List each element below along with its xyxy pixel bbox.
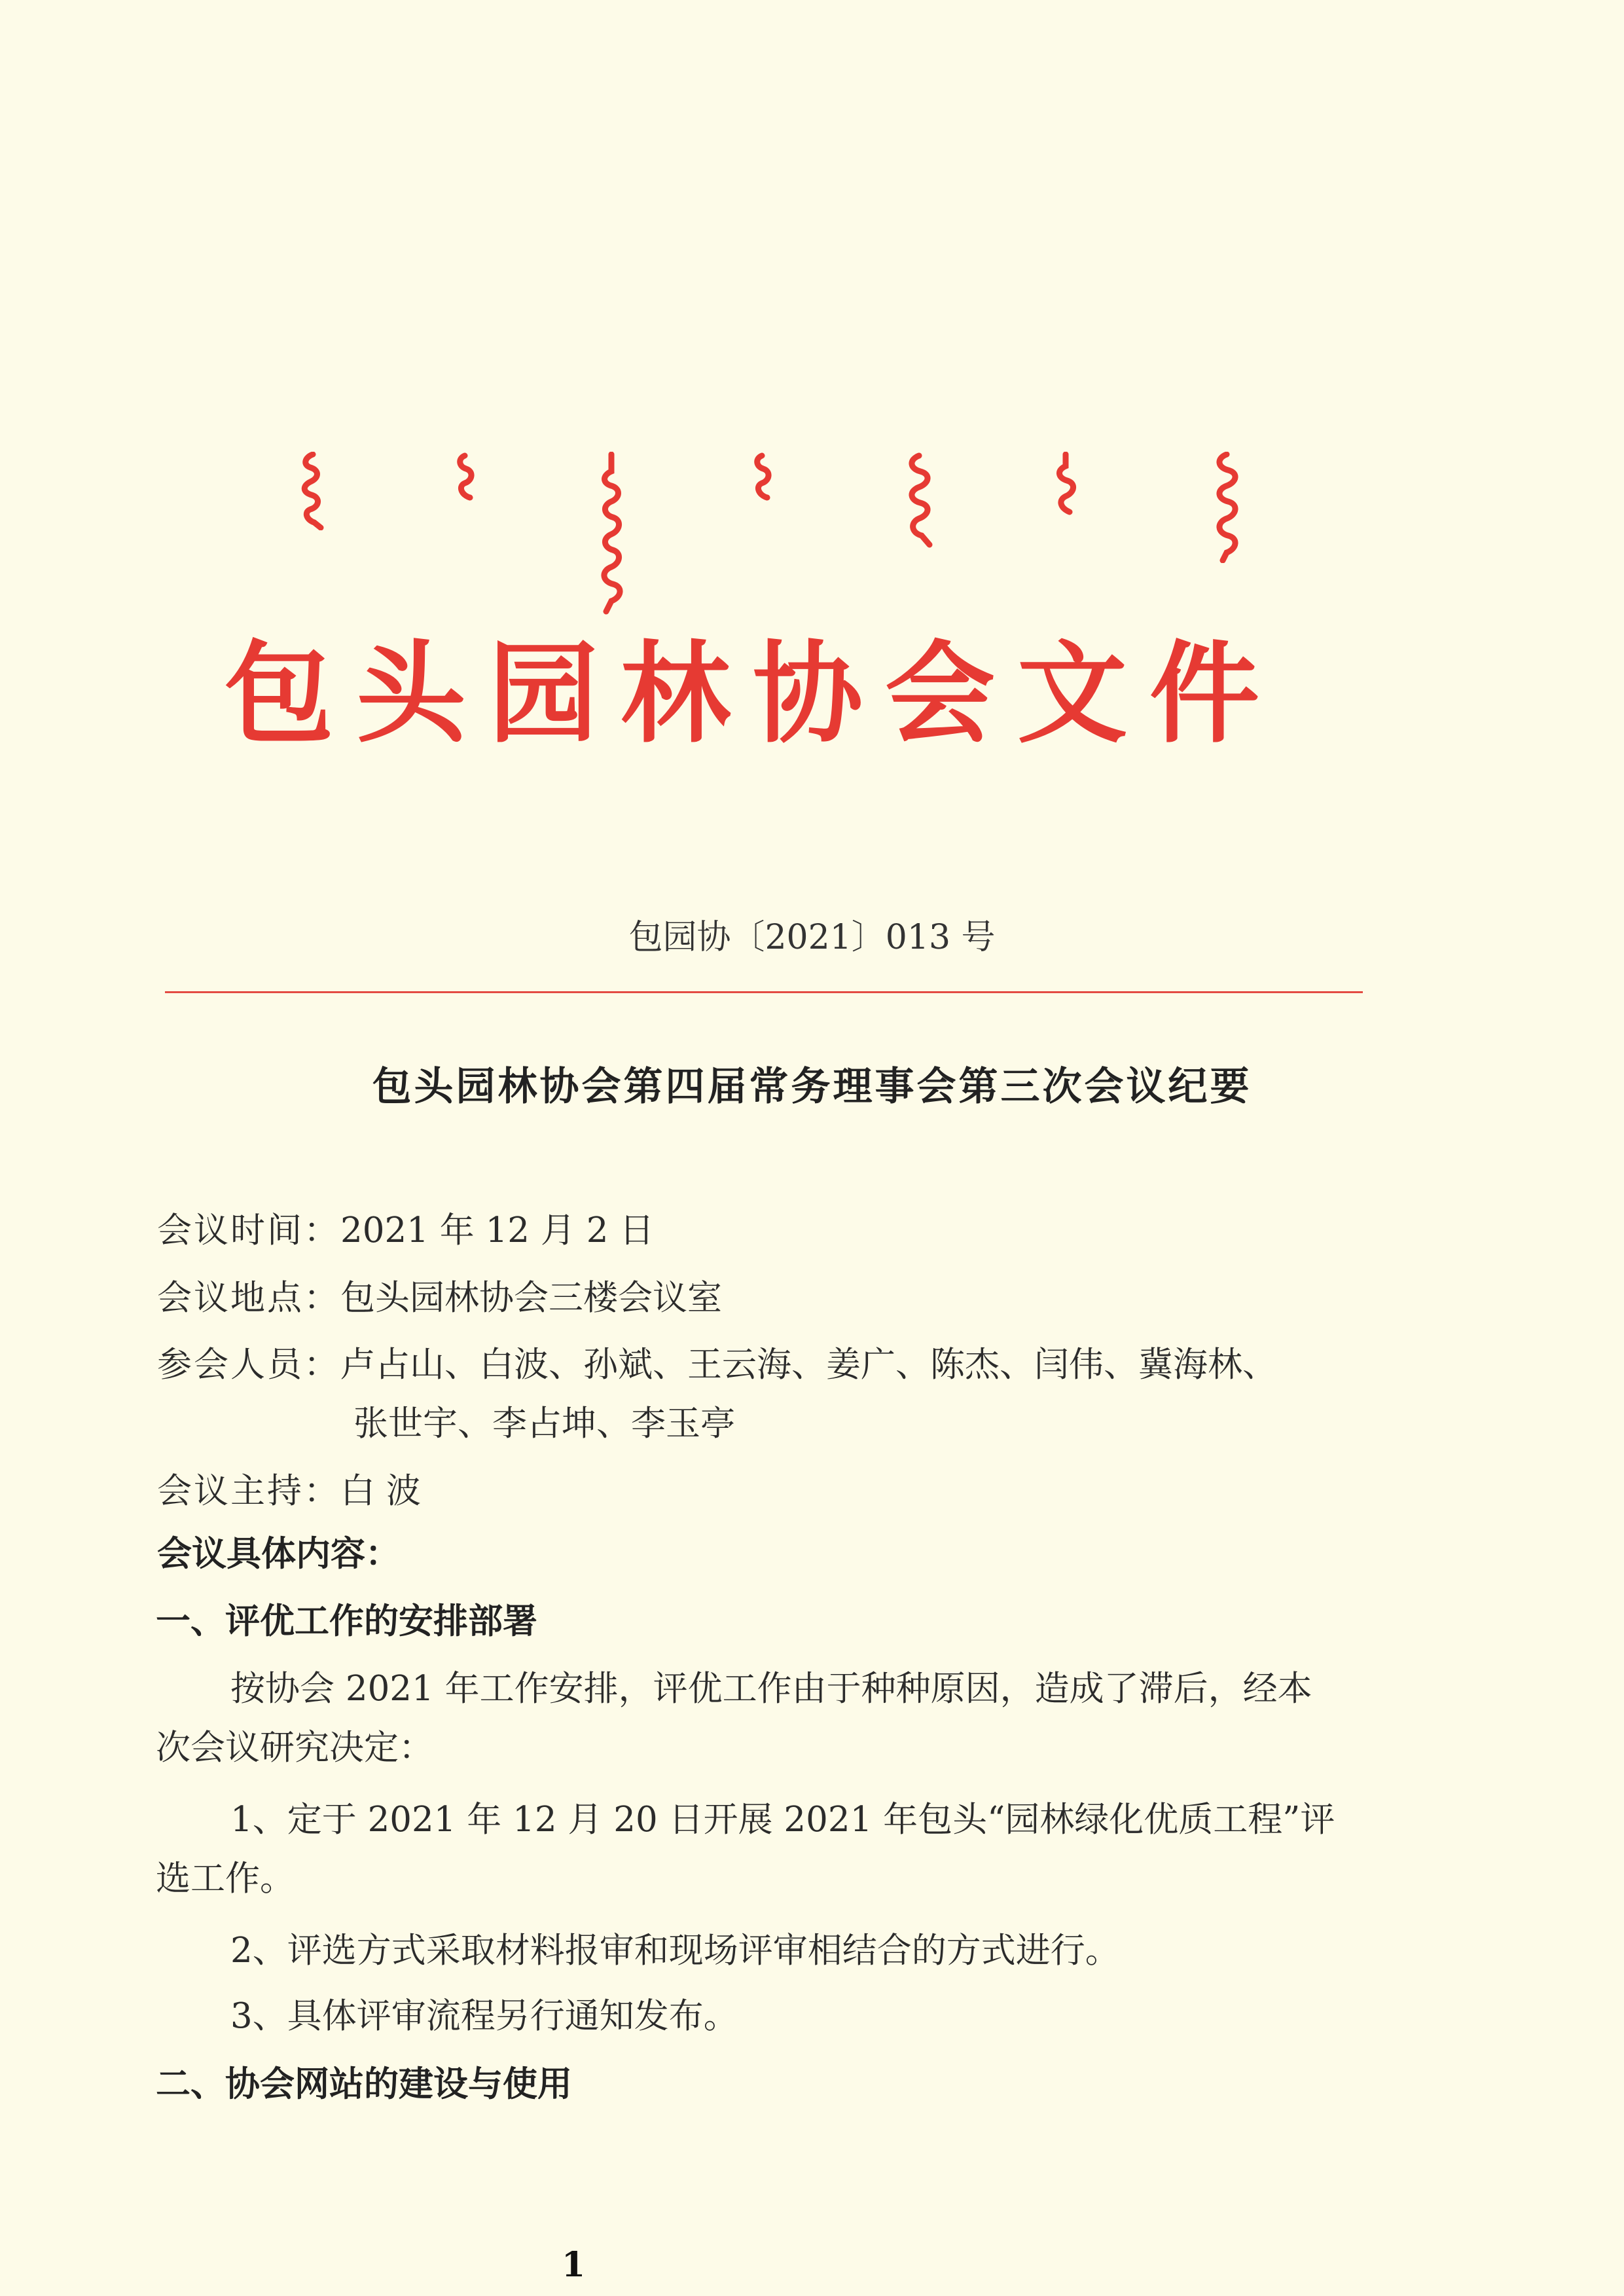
attendees-list: 卢占山、白波、孙斌、王云海、姜广、陈杰、闫伟、冀海林、 — [340, 1345, 1277, 1385]
attendees-list-continued: 张世宇、李占坤、李玉亭 — [353, 1404, 735, 1444]
attendees-row — [157, 1342, 1277, 1388]
meeting-place-value: 包头园林协会三楼会议室 — [340, 1278, 722, 1318]
red-divider-line — [165, 991, 1363, 993]
mongolian-word — [748, 452, 778, 504]
meeting-time-row — [157, 1208, 654, 1254]
content-heading: 会议具体内容： — [157, 1533, 400, 1574]
mongolian-word — [589, 452, 635, 615]
meeting-host-label: 会议主持： — [157, 1471, 340, 1511]
section-one-heading: 一、评优工作的安排部署 — [156, 1601, 537, 1641]
mongolian-word — [450, 452, 480, 504]
document-number: 包园协〔2021〕013 号 — [628, 918, 996, 957]
mongolian-header — [0, 452, 1624, 629]
section-two-heading: 二、协会网站的建设与使用 — [156, 2064, 572, 2104]
meeting-time-value: 2021 年 12 月 2 日 — [340, 1211, 655, 1250]
document-title: 包头园林协会文件 — [224, 630, 1282, 758]
mongolian-word — [1047, 452, 1084, 517]
list-item-3: 3、具体评审流程另行通知发布。 — [230, 1996, 738, 2036]
meeting-time-label: 会议时间： — [157, 1211, 340, 1250]
meeting-title: 包头园林协会第四届常务理事会第三次会议纪要 — [372, 1064, 1252, 1110]
mongolian-word — [897, 452, 943, 550]
meeting-place-label: 会议地点： — [157, 1278, 340, 1318]
meeting-host-value: 白 波 — [340, 1471, 421, 1511]
meeting-place-row — [157, 1275, 722, 1321]
list-item-1: 1、定于 2021 年 12 月 20 日开展 2021 年包头“园林绿化优质工程”评 — [230, 1800, 1335, 1840]
section-one-paragraph: 按协会 2021 年工作安排，评优工作由于种种原因，造成了滞后，经本 — [230, 1669, 1312, 1709]
section-one-paragraph-continued: 次会议研究决定： — [156, 1728, 433, 1768]
attendees-label: 参会人员： — [157, 1345, 340, 1385]
list-item-1-continued: 选工作。 — [156, 1859, 295, 1899]
meeting-host-row — [157, 1468, 421, 1514]
mongolian-word — [1203, 452, 1249, 563]
page-number: 1 — [562, 2245, 586, 2285]
list-item-2: 2、评选方式采取材料报审和现场评审相结合的方式进行。 — [230, 1931, 1120, 1971]
mongolian-word — [293, 452, 333, 530]
